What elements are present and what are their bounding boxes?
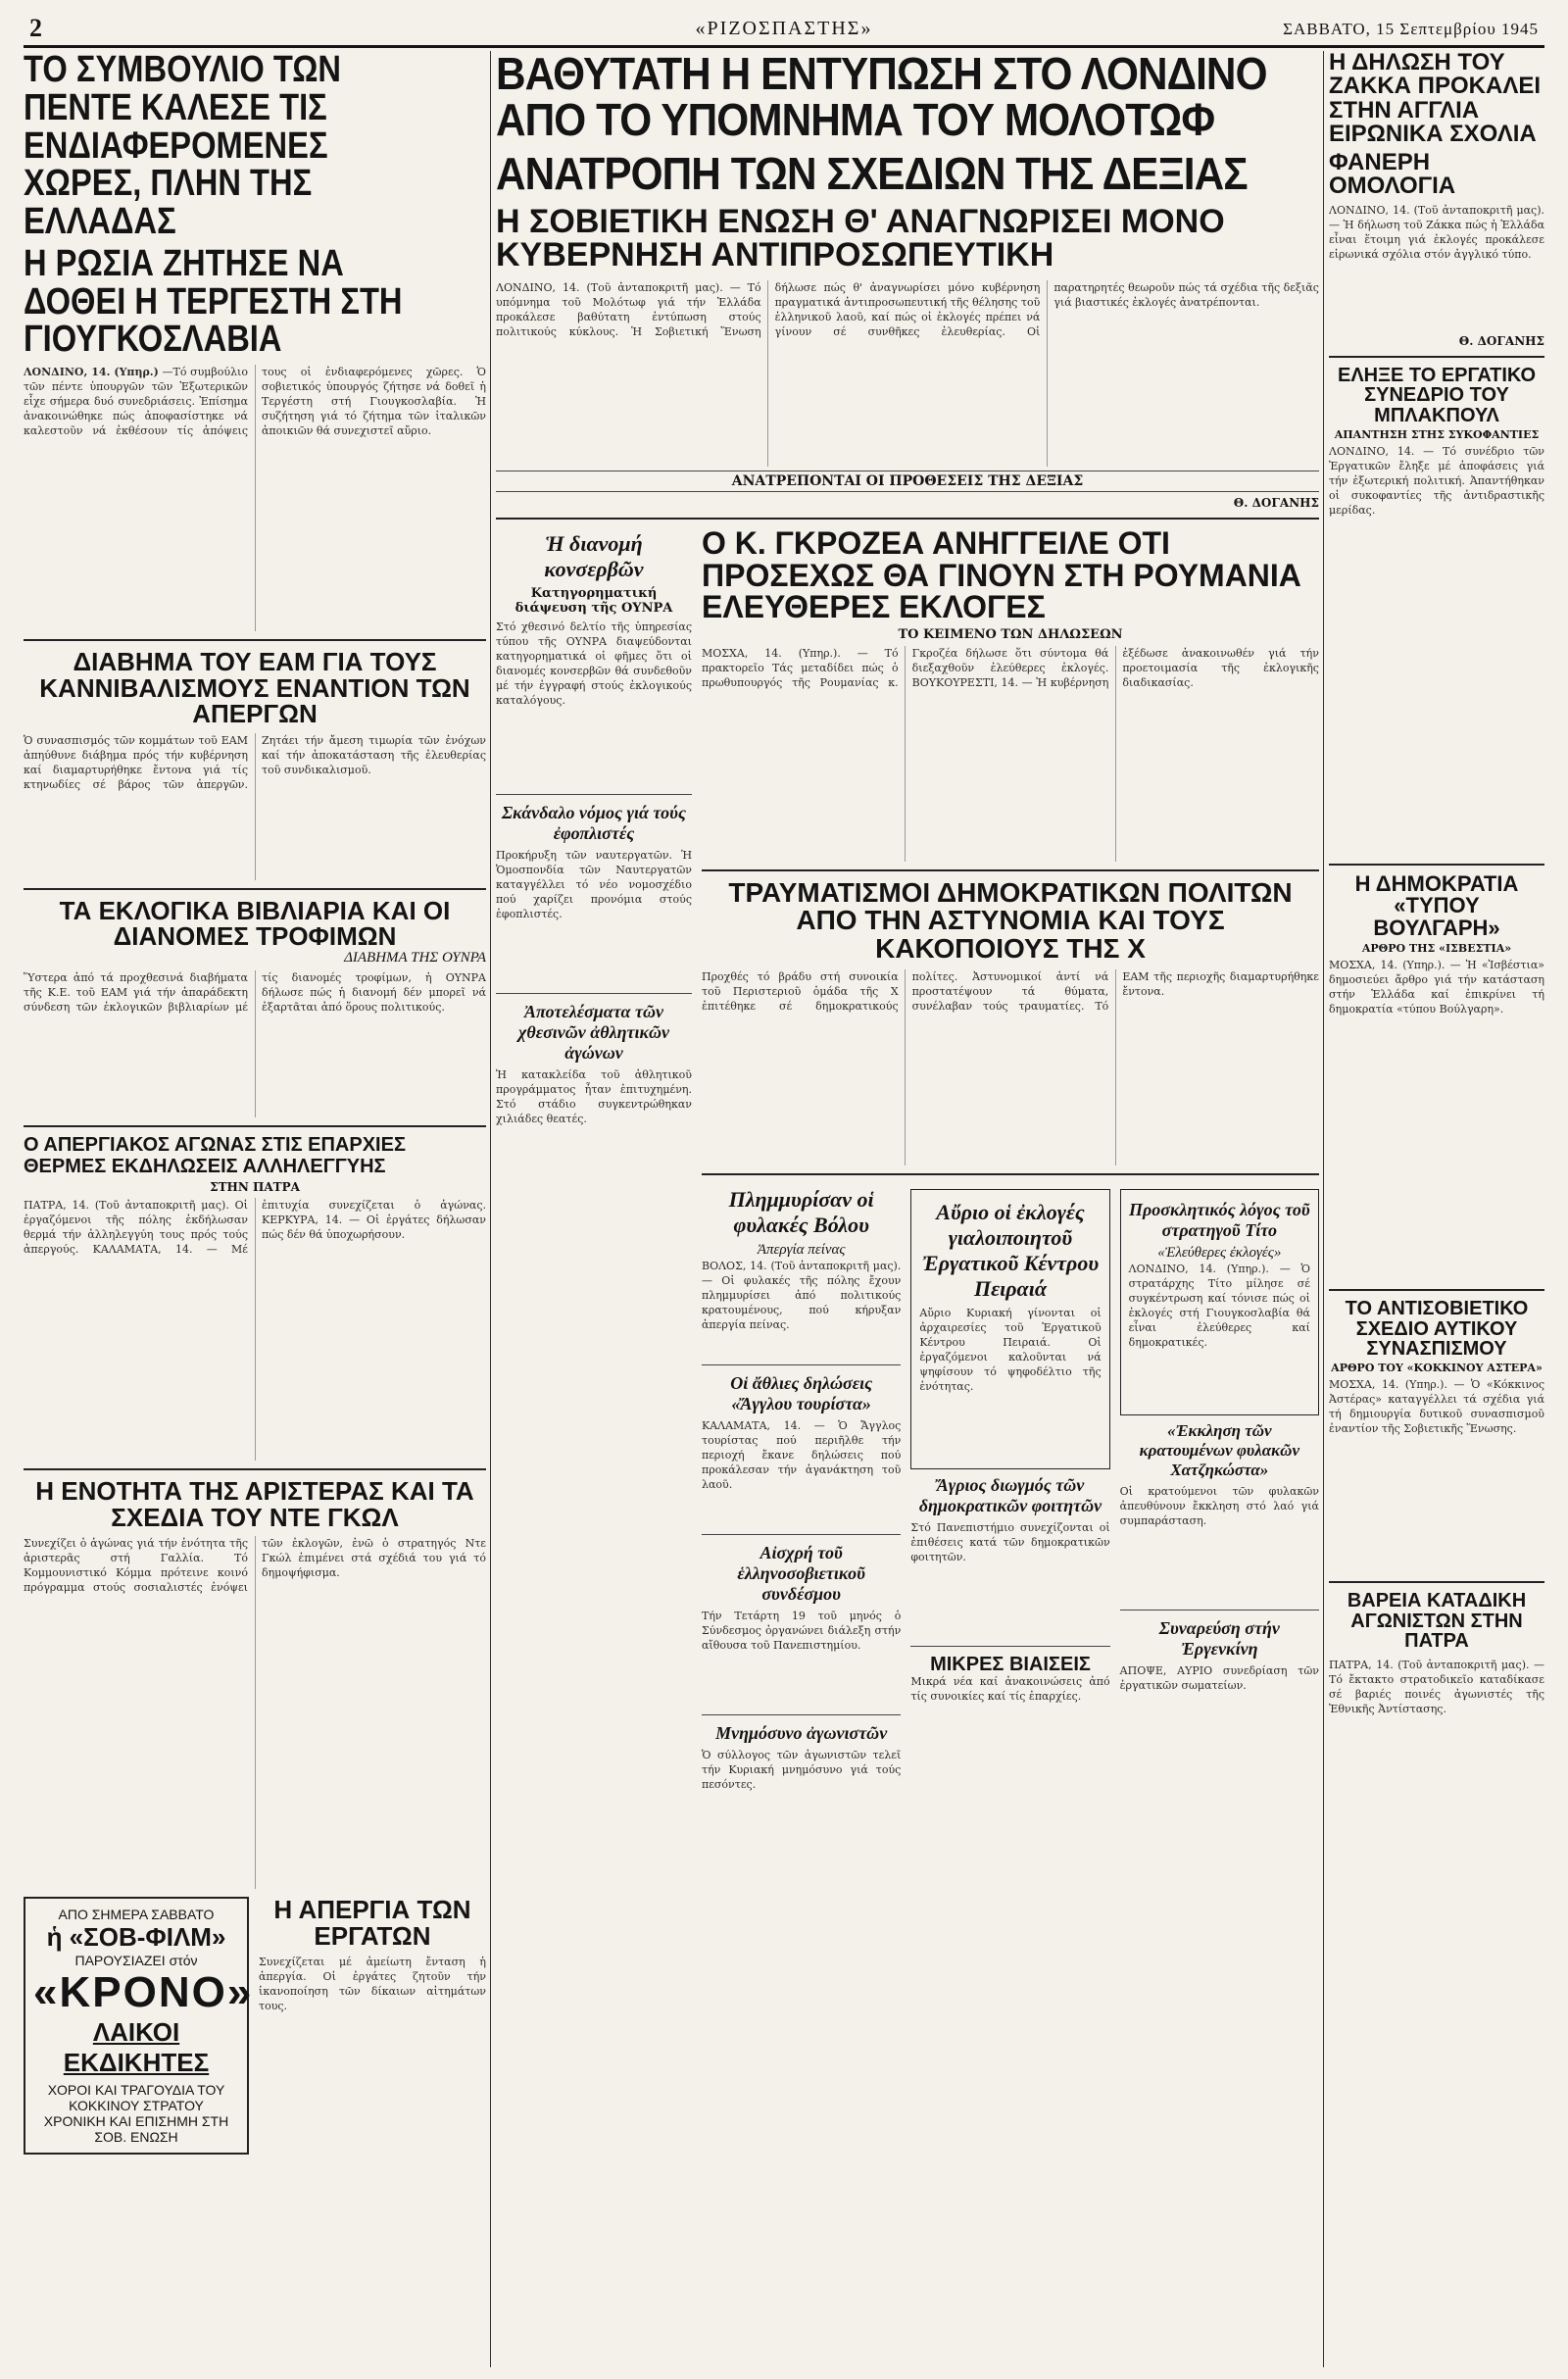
headline: Ο ΑΠΕΡΓΙΑΚΟΣ ΑΓΩΝΑΣ ΣΤΙΣ ΕΠΑΡΧΙΕΣ [24, 1133, 406, 1156]
headline: Η ΔΗΜΟΚΡΑΤΙΑ «ΤΥΠΟΥ ΒΟΥΛΓΑΡΗ» [1354, 870, 1519, 940]
headline: Αὔριο οἱ ἐκλογές γιαλοιποιητοῦ Ἐργατικοῦ Κέντρου Πειραιά [921, 1199, 1100, 1301]
sidebar-briefs [496, 527, 692, 1792]
article-eam-demarche [24, 649, 486, 880]
left-column [24, 51, 486, 2367]
lead-headline: ΑΝΑΤΡΟΠΗ ΤΩΝ ΣΧΕΔΙΩΝ ΤΗΣ ΔΕΞΙΑΣ [496, 147, 1248, 199]
briefs-middle [910, 1183, 1109, 1792]
subheadline: Η ΡΩΣΙΑ ΖΗΤΗΣΕ ΝΑ ΔΟΘΕΙ Η ΤΕΡΓΕΣΤΗ ΣΤΗ ΓΙΟΥΓΚΟΣΛΑΒΙΑ [24, 242, 403, 361]
kicker: ΔΙΑΒΗΜΑ ΤΗΣ ΟΥΝΡΑ [344, 949, 486, 966]
paper-name: «ΡΙΖΟΣΠΑΣΤΗΣ» [695, 18, 873, 39]
kicker: «Ἐλεύθερες ἐκλογές» [1157, 1244, 1282, 1261]
article-body: Ὁ σύλλογος τῶν ἀγωνιστῶν τελεῖ τήν Κυριακή μνημόσυνο γιά τούς πεσόντες. [702, 1748, 902, 1791]
ad-line: ΑΠΟ ΣΗΜΕΡΑ ΣΑΒΒΑΤΟ [58, 1907, 215, 1923]
briefs-right [1120, 1183, 1319, 1792]
article-anti-soviet-plan [1329, 1299, 1544, 1573]
article-council-five [24, 51, 486, 631]
page-grid [24, 51, 1544, 2367]
article-blackpool-congress [1329, 366, 1544, 856]
headline: ΤΡΑΥΜΑΤΙΣΜΟΙ ΔΗΜΟΚΡΑΤΙΚΩΝ ΠΟΛΙΤΩΝ ΑΠΟ ΤΗΝ ΑΣΤΥΝΟΜΙΑ ΚΑΙ ΤΟΥΣ ΚΑΚΟΠΟΙΟΥΣ ΤΗΣ Χ [728, 876, 1293, 965]
article-body: Στό Πανεπιστήμιο συνεχίζονται οἱ ἐπιθέσεις κατά τῶν δημοκρατικῶν φοιτητῶν. [910, 1520, 1110, 1563]
headline: Πλημμυρίσαν οἱ φυλακές Βόλου [728, 1186, 874, 1237]
briefs-left [702, 1183, 901, 1792]
lead-article [496, 51, 1319, 510]
headline: ΒΑΡΕΙΑ ΚΑΤΑΔΙΚΗ ΑΓΩΝΙΣΤΩΝ ΣΤΗΝ ΠΑΤΡΑ [1347, 1590, 1527, 1653]
headline: ΕΛΗΞΕ ΤΟ ΕΡΓΑΤΙΚΟ ΣΥΝΕΔΡΙΟ ΤΟΥ ΜΠΛΑΚΠΟΥΛ [1337, 364, 1537, 426]
headline: Σκάνδαλο νόμος γιά τούς ἐφοπλιστές [502, 803, 686, 844]
article-body: ΠΑΤΡΑ, 14. (Τοῦ ἀνταποκριτῆ μας). Οἱ ἐργαζόμενοι τῆς πόλης ἐκδήλωσαν θερμά τήν ἀλληλεγγύη τους πρός τούς ἀπεργούς. ΚΑΛΑΜΑΤΑ, 14. — Μέ ἐπιτυχία συνεχίζεται ὁ ἀγώνας. ΚΕΡΚΥΡΑ, 14. — Οἱ ἐργάτες δήλωσαν πώς δέν θά ὑποχωρήσουν. [24, 1199, 486, 1257]
column-rule [490, 51, 491, 2367]
ad-film-title: ΛΑΙΚΟΙ ΕΚΔΙΚΗΤΕΣ [63, 2017, 210, 2078]
article-body: ΜΟΣΧΑ, 14. (Υπηρ.). — Ἡ «Ἰσβέστια» δημοσιεύει ἄρθρο γιά τήν κατάσταση στήν Ἑλλάδα καί ἐπικρίνει τή δημοκρατία «τύπου Βούλγαρη». [1329, 959, 1544, 1016]
ad-line: ἡ «ΣΟΒ-ΦΙΛΜ» [46, 1922, 226, 1953]
headline: Οἱ ἄθλιες δηλώσεις «Ἄγγλου τουρίστα» [730, 1372, 873, 1413]
article-body: Οἱ κρατούμενοι τῶν φυλακῶν ἀπευθύνουν ἔκκληση στό λαό γιά συμπαράσταση. [1119, 1484, 1319, 1527]
article-body: Τήν Τετάρτη 19 τοῦ μηνός ὁ Σύνδεσμος ὀργανώνει διάλεξη στήν αἴθουσα τοῦ Πανεπιστημίου. [702, 1609, 902, 1652]
kicker: ΤΟ ΚΕΙΜΕΝΟ ΤΩΝ ΔΗΛΩΣΕΩΝ [898, 626, 1123, 642]
byline: Θ. ΔΟΓΑΝΗΣ [1458, 333, 1544, 348]
article-body: ΑΠΟΨΕ, ΑΥΡΙΟ συνεδρίαση τῶν ἐργατικῶν σωματείων. [1119, 1663, 1319, 1692]
article-strike-provinces [24, 1135, 486, 1462]
article-body: Ὁ συνασπισμός τῶν κομμάτων τοῦ ΕΑΜ ἀπηύθυνε διάβημα πρός τήν κυβέρνηση καί διαμαρτυρήθηκε ἔντονα γιά τίς κτηνωδίες σέ βάρος τῶν ἀπεργῶν. Ζητάει τήν ἄμεση τιμωρία τῶν ἐνόχων καί τήν ἀποκατάσταση τῆς ἐλευθερίας τοῦ συνδικαλισμοῦ. [24, 733, 486, 791]
headline: Ἀποτελέσματα τῶν χθεσινῶν ἀθλητικῶν ἀγώνων [518, 1002, 669, 1064]
page-number: 2 [29, 14, 42, 42]
kicker: ΑΡΘΡΟ ΤΗΣ «ΙΣΒΕΣΤΙΑ» [1361, 942, 1512, 956]
article-body: Προκήρυξη τῶν ναυτεργατῶν. Ἡ Ὁμοσπονδία τῶν Ναυτεργατῶν καταγγέλλει τό νέο νομοσχέδιο πού χαρίζει προνόμια στούς ἐφοπλιστές. [496, 849, 692, 921]
headline: ΔΙΑΒΗΜΑ ΤΟΥ ΕΑΜ ΓΙΑ ΤΟΥΣ ΚΑΝΝΙΒΑΛΙΣΜΟΥΣ ΕΝΑΝΤΙΟΝ ΤΩΝ ΑΠΕΡΓΩΝ [39, 647, 470, 729]
headline: Προσκλητικός λόγος τοῦ στρατηγοῦ Τίτο [1129, 1199, 1310, 1240]
subheadline: ΦΑΝΕΡΗ ΟΜΟΛΟΓΙΑ [1329, 148, 1456, 200]
byline: Θ. ΔΟΓΑΝΗΣ [1233, 496, 1319, 511]
article-body: ΚΑΛΑΜΑΤΑ, 14. — Ὁ Ἄγγλος τουρίστας πού περιῆλθε τήν περιοχή ἔκανε δηλώσεις πού προκάλεσαν τήν ἀγανάκτηση τοῦ λαοῦ. [702, 1418, 902, 1491]
lead-headline: ΑΠΟ ΤΟ ΥΠΟΜΝΗΜΑ ΤΟΥ ΜΟΛΟΤΩΦ [496, 93, 1215, 145]
headline: Η ΔΗΛΩΣΗ ΤΟΥ ΖΑΚΚΑ ΠΡΟΚΑΛΕΙ ΣΤΗΝ ΑΓΓΛΙΑ ΕΙΡΩΝΙΚΑ ΣΧΟΛΙΑ [1329, 51, 1542, 148]
article-patras-sentence [1329, 1591, 1544, 1715]
headline: ΤΟ ΣΥΜΒΟΥΛΙΟ ΤΩΝ ΠΕΝΤΕ ΚΑΛΕΣΕ ΤΙΣ ΕΝΔΙΑΦΕΡΟΜΕΝΕΣ ΧΩΡΕΣ, ΠΛΗΝ ΤΗΣ ΕΛΛΑΔΑΣ [24, 51, 341, 242]
article-body: Συνεχίζει ὁ ἀγώνας γιά τήν ἑνότητα τῆς ἀριστερᾶς στή Γαλλία. Τό Κομμουνιστικό Κόμμα πρότεινε κοινό πρόγραμμα στούς σοσιαλιστές ἐνόψει τῶν ἐκλογῶν, ἐνῶ ὁ στρατηγός Ντε Γκώλ ἐπιμένει στά σχέδιά του γιά τό δημοψήφισμα. [24, 1537, 486, 1595]
headline: Ἡ διανομή κονσερβῶν [544, 531, 644, 582]
ad-line: ΧΡΟΝΙΚΗ ΚΑΙ ΕΠΙΣΗΜΗ ΣΤΗ ΣΟΒ. ΕΝΩΣΗ [43, 2113, 229, 2146]
article-zakkas-statement [1329, 51, 1544, 348]
subheadline: ΘΕΡΜΕΣ ΕΚΔΗΛΩΣΕΙΣ ΑΛΛΗΛΕΓΓΥΗΣ [24, 1155, 386, 1177]
inset-heading: ΑΝΑΤΡΕΠΟΝΤΑΙ ΟΙ ΠΡΟΘΕΣΕΙΣ ΤΗΣ ΔΕΞΙΑΣ [496, 471, 1319, 492]
dateline: ΛΟΝΔΙΝΟ, 14. (Υπηρ.) [24, 366, 159, 378]
article-body: —Τό συμβούλιο τῶν πέντε ὑπουργῶν τῶν Ἐξωτερικῶν εἶχε σήμερα δυό συνεδριάσεις. Ἐπίσημα ἀνακοινώθηκε πώς ἀποφασίστηκε νά καλεστοῦν νά ἐκθέσουν τίς ἀπόψεις τους οἱ ἐνδιαφερόμενες χῶρες. Ὁ σοβιετικός ὑπουργός ζήτησε νά δοθεῖ ἡ Τεργέστη στή Γιουγκοσλαβία. Ἡ συζήτηση γιά τό ζήτημα τῶν ἰταλικῶν ἀποικιῶν θά συνεχιστεῖ αὔριο. [24, 366, 486, 437]
kicker: ΑΡΘΡΟ ΤΟΥ «ΚΟΚΚΙΝΟΥ ΑΣΤΕΡΑ» [1331, 1362, 1543, 1375]
article-body: ΒΟΛΟΣ, 14. (Τοῦ ἀνταποκριτῆ μας). — Οἱ φυλακές τῆς πόλης ἔχουν πλημμυρίσει ἀπό πολιτικούς κρατουμένους, πού κήρυξαν ἀπεργία πείνας. [702, 1259, 902, 1331]
center-column [496, 51, 1319, 2367]
headline: Η ΕΝΟΤΗΤΑ ΤΗΣ ΑΡΙΣΤΕΡΑΣ ΚΑΙ ΤΑ ΣΧΕΔΙΑ ΤΟΥ ΝΤΕ ΓΚΩΛ [35, 1476, 474, 1532]
article-body: ΛΟΝΔΙΝΟ, 14. (Υπηρ.). — Ὁ στρατάρχης Τίτο μίλησε σέ συγκέντρωση καί τόνισε πώς οἱ ἐκλογές στή Γιουγκοσλαβία θά εἶναι ἐλεύθερες καί δημοκρατικές. [1128, 1262, 1310, 1349]
subheadline: Κατηγορηματική διάψευση τῆς ΟΥΝΡΑ [514, 586, 673, 617]
kicker: ΣΤΗΝ ΠΑΤΡΑ [210, 1180, 300, 1195]
center-main-area [702, 527, 1319, 1792]
article-injuries [702, 876, 1319, 1165]
article-body: Ἡ κατακλείδα τοῦ ἀθλητικοῦ προγράμματος ἦταν ἐπιτυχημένη. Στό στάδιο συγκεντρώθηκαν χιλιάδες θεατές. [496, 1068, 692, 1126]
film-advertisement [24, 1897, 254, 2155]
article-body: ΛΟΝΔΙΝΟ, 14. (Τοῦ ἀνταποκριτῆ μας). — Τό υπόμνημα τοῦ Μολότωφ γιά τήν Ἑλλάδα προκάλεσε βαθύτατη ἐντύπωση στούς πολιτικούς κύκλους. Ἡ Σοβιετική Ἕνωση δήλωσε πώς θ' ἀναγνωρίσει μόνο κυβέρνηση πραγματικά ἀντιπροσωπευτική τῆς θέλησης τοῦ ἑλληνικοῦ λαοῦ, καί πώς οἱ ἐκλογές πρέπει νά γίνουν σέ συνθῆκες ἐλευθερίας. Οἱ παρατηρητές θεωροῦν πώς τά σχέδια τῆς δεξιᾶς γιά βιαστικές ἐκλογές ἀνατρέπονται. [496, 281, 1319, 339]
article-body: ΛΟΝΔΙΝΟ, 14. (Τοῦ ἀνταποκριτῆ μας). — Ἡ δήλωση τοῦ Ζάκκα πώς ἡ Ἑλλάδα εἶναι ἕτοιμη γιά ἐκλογές προκάλεσε εἰρωνικά σχόλια στόν ἀγγλικό τύπο. [1329, 203, 1544, 261]
right-column [1329, 51, 1544, 2367]
headline: «Ἐκκληση τῶν κρατουμένων φυλακῶν Χατζηκώστα» [1139, 1420, 1300, 1479]
article-body: Μικρά νέα καί ἀνακοινώσεις ἀπό τίς συνοικίες καί τίς ἐπαρχίες. [910, 1674, 1110, 1703]
ad-line: ΠΑΡΟΥΣΙΑΖΕΙ στόν [74, 1953, 198, 1969]
headline: Ο Κ. ΓΚΡΟΖΕΑ ΑΝΗΓΓΕΙΛΕ ΟΤΙ ΠΡΟΣΕΧΩΣ ΘΑ ΓΙΝΟΥΝ ΣΤΗ ΡΟΥΜΑΝΙΑ ΕΛΕΥΘΕΡΕΣ ΕΚΛΟΓΕΣ [702, 525, 1301, 625]
article-voulgaris-democracy [1329, 870, 1544, 1281]
kicker: Ἀπεργία πείνας [757, 1241, 846, 1258]
article-body: Αὔριο Κυριακή γίνονται οἱ ἀρχαιρεσίες τοῦ Ἐργατικοῦ Κέντρου Πειραιά. Οἱ ἐργαζόμενοι καλοῦνται νά ψηφίσουν τό ψηφοδέλτιο τῆς ἑνότητας. [919, 1306, 1102, 1393]
headline: Συναρεύση στήν Ἐργενκίνη [1158, 1617, 1280, 1659]
article-body: ΛΟΝΔΙΝΟ, 14. — Τό συνέδριο τῶν Ἐργατικῶν ἔληξε μέ ἀποφάσεις γιά τήν ἐξωτερική πολιτική. Ἀπαντήθηκαν οἱ συκοφαντίες τῆς ἀντιδραστικῆς μερίδας. [1329, 444, 1544, 517]
lead-subheadline: Η ΣΟΒΙΕΤΙΚΗ ΕΝΩΣΗ Θ' ΑΝΑΓΝΩΡΙΣΕΙ ΜΟΝΟ ΚΥΒΕΡΝΗΣΗ ΑΝΤΙΠΡΟΣΩΠΕΥΤΙΚΗ [496, 202, 1225, 274]
article-left-unity [24, 1478, 486, 1889]
headline: ΤΟ ΑΝΤΙΣΟΒΙΕΤΙΚΟ ΣΧΕΔΙΟ ΑΥΤΙΚΟΥ ΣΥΝΑΣΠΙΣΜΟΥ [1345, 1298, 1529, 1361]
article-workers-strike [259, 1897, 486, 2155]
ad-line: ΧΟΡΟΙ ΚΑΙ ΤΡΑΓΟΥΔΙΑ ΤΟΥ ΚΟΚΚΙΝΟΥ ΣΤΡΑΤΟΥ [47, 2082, 225, 2114]
lead-headline: ΒΑΘΥΤΑΤΗ Η ΕΝΤΥΠΩΣΗ ΣΤΟ ΛΟΝΔΙΝΟ [496, 51, 1267, 99]
masthead [24, 14, 1544, 48]
headline: Μνημόσυνο ἀγωνιστῶν [715, 1722, 888, 1743]
article-body: Συνεχίζεται μέ ἀμείωτη ἔνταση ἡ ἀπεργία. Οἱ ἐργάτες ζητοῦν τήν ἱκανοποίηση τῶν δίκαιων αἰτημάτων τους. [259, 1956, 486, 2013]
article-groza-elections [702, 527, 1319, 862]
article-body: Στό χθεσινό δελτίο τῆς ὑπηρεσίας τύπου τῆς ΟΥΝΡΑ διαψεύδονται κατηγορηματικά οἱ φῆμες ὅτι οἱ διανομές κονσερβῶν θά συνδεθοῦν μέ τήν ἐγγραφή στούς ἐκλογικούς καταλόγους. [496, 620, 692, 708]
issue-date: ΣΑΒΒΑΤΟ, 15 Σεπτεμβρίου 1945 [1283, 20, 1539, 38]
headline: ΜΙΚΡΕΣ ΒΙΑΙΣΕΙΣ [930, 1653, 1091, 1675]
headline: Ἄγριος διωγμός τῶν δημοκρατικῶν φοιτητῶν [918, 1474, 1102, 1515]
article-electoral-booklets [24, 895, 486, 1117]
article-body: ΜΟΣΧΑ, 14. (Υπηρ.). — Ὁ «Κόκκινος Ἀστέρας» καταγγέλλει τά σχέδια γιά τή δημιουργία δυτικοῦ συνασπισμοῦ ἐναντίον τῆς Σοβιετικῆς Ἕνωσης. [1329, 1378, 1544, 1436]
article-body: Ὕστερα ἀπό τά προχθεσινά διαβήματα τῆς Κ.Ε. τοῦ ΕΑΜ γιά τήν ἀπαράδεκτη σύνδεση τῶν ἐκλογικῶν βιβλιαρίων μέ τίς διανομές τροφίμων, ἡ ΟΥΝΡΑ δήλωσε πώς ἡ διανομή δέν μπορεῖ νά ἐξαρτᾶται ἀπό ὅρους πολιτικούς. [24, 970, 486, 1014]
ad-cinema-name: «ΚΡΟΝΟ» [33, 1968, 254, 2017]
headline: Η ΑΠΕΡΓΙΑ ΤΩΝ ΕΡΓΑΤΩΝ [273, 1895, 471, 1951]
column-rule [1323, 51, 1324, 2367]
article-body: Προχθές τό βράδυ στή συνοικία τοῦ Περιστεριοῦ ὁμάδα τῆς Χ ἐπιτέθηκε σέ δημοκρατικούς πολίτες. Ἀστυνομικοί ἀντί νά προστατέψουν τά θύματα, συνέλαβαν τούς τραυματίες. Τό ΕΑΜ τῆς περιοχῆς διαμαρτυρήθηκε ἔντονα. [702, 969, 1319, 1013]
article-body: ΜΟΣΧΑ, 14. (Υπηρ.). — Τό πρακτορεῖο Τάς μεταδίδει πώς ὁ πρωθυπουργός τῆς Ρουμανίας κ. Γκροζέα δήλωσε ὅτι σύντομα θά διεξαχθοῦν ἐλεύθερες ἐκλογές. ΒΟΥΚΟΥΡΕΣΤΙ, 14. — Ἡ κυβέρνηση ἐξέδωσε ἀνακοινωθέν γιά τήν προετοιμασία τῆς ἐκλογικῆς διαδικασίας. [702, 646, 1319, 689]
headline: ΤΑ ΕΚΛΟΓΙΚΑ ΒΙΒΛΙΑΡΙΑ ΚΑΙ ΟΙ ΔΙΑΝΟΜΕΣ ΤΡΟΦΙΜΩΝ [59, 895, 451, 952]
headline: Αἰσχρή τοῦ ἑλληνοσοβιετικοῦ συνδέσμου [737, 1542, 865, 1604]
article-body: ΠΑΤΡΑ, 14. (Τοῦ ἀνταποκριτῆ μας). — Τό ἔκτακτο στρατοδικεῖο καταδίκασε σέ βαριές ποινές ἀγωνιστές τῆς Ἐθνικῆς Ἀντίστασης. [1329, 1658, 1544, 1715]
subheadline: ΑΠΑΝΤΗΣΗ ΣΤΗΣ ΣΥΚΟΦΑΝΤΙΕΣ [1334, 427, 1540, 441]
